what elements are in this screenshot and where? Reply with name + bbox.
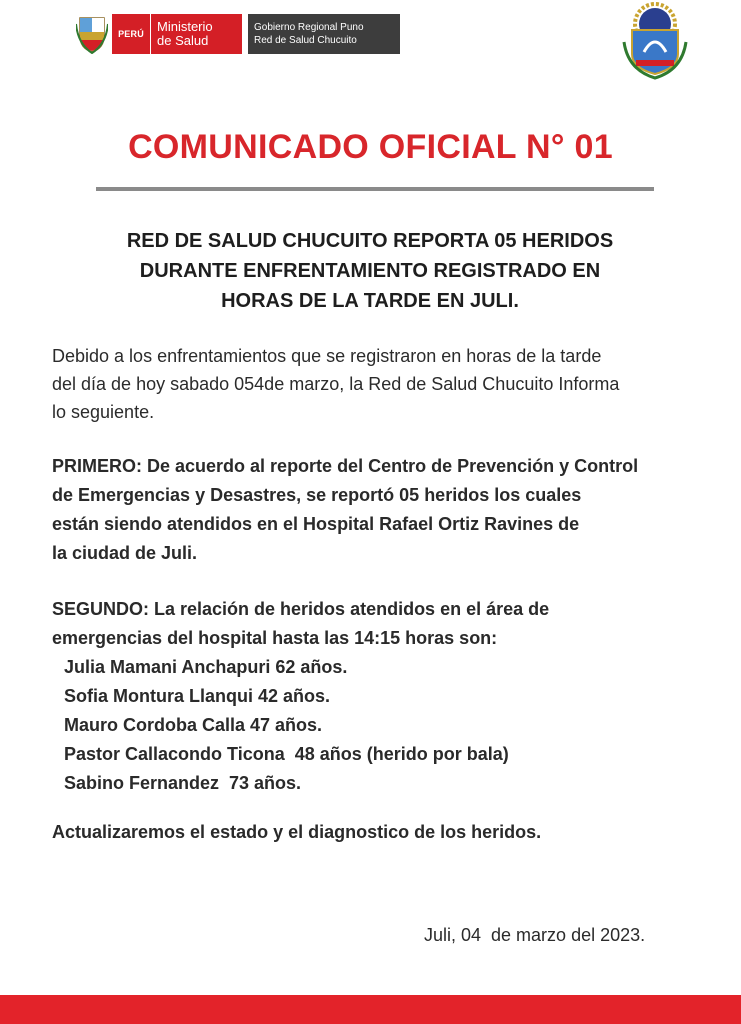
government-logo-block <box>112 14 400 54</box>
ministry-line-1: Ministerio <box>157 19 213 34</box>
segundo-line: SEGUNDO: La relación de heridos atendidos en el área de <box>52 599 550 619</box>
injured-person: Mauro Cordoba Calla 47 años. <box>64 715 323 735</box>
title-divider <box>96 187 654 191</box>
letterhead <box>0 0 741 80</box>
ministry-label <box>150 14 242 54</box>
injured-person: Sofia Montura Llanqui 42 años. <box>64 686 331 706</box>
headline-line: HORAS DE LA TARDE EN JULI. <box>221 290 519 312</box>
region-line-2: Red de Salud Chucuito <box>254 35 357 46</box>
headline-line: DURANTE ENFRENTAMIENTO REGISTRADO EN <box>139 260 601 282</box>
region-line-1: Gobierno Regional Puno <box>254 22 364 33</box>
injured-person: Pastor Callacondo Ticona 48 años (herido por bala) <box>64 744 509 764</box>
regional-crest-icon <box>622 2 688 80</box>
injured-list <box>64 653 704 798</box>
document-date: Juli, 04 de marzo del 2023. <box>424 925 646 945</box>
peru-coat-of-arms-icon <box>76 14 108 54</box>
primero-line: están siendo atendidos en el Hospital Rafael Ortiz Ravines de <box>52 514 580 534</box>
primero-line: la ciudad de Juli. <box>52 543 198 563</box>
segundo-paragraph <box>52 595 712 653</box>
peru-label: PERÚ <box>112 14 150 54</box>
headline-line: RED DE SALUD CHUCUITO REPORTA 05 HERIDOS <box>126 230 614 252</box>
document-title: COMUNICADO OFICIAL N° 01 <box>128 128 613 166</box>
intro-paragraph <box>52 342 712 426</box>
intro-line: Debido a los enfrentamientos que se registraron en horas de la tarde <box>52 346 602 366</box>
headline <box>70 226 670 316</box>
intro-line: lo seguiente. <box>52 402 155 422</box>
injured-person: Sabino Fernandez 73 años. <box>64 773 302 793</box>
primero-line: de Emergencias y Desastres, se reportó 05 heridos los cuales <box>52 485 582 505</box>
regional-government-label <box>248 14 400 54</box>
segundo-line: emergencias del hospital hasta las 14:15 horas son: <box>52 628 498 648</box>
primero-paragraph <box>52 452 712 568</box>
footer-bar <box>0 995 741 1024</box>
primero-line: PRIMERO: De acuerdo al reporte del Centro de Prevención y Control <box>52 456 639 476</box>
closing-statement: Actualizaremos el estado y el diagnostico de los heridos. <box>52 822 542 842</box>
injured-person: Julia Mamani Anchapuri 62 años. <box>64 657 348 677</box>
ministry-line-2: de Salud <box>157 33 209 48</box>
intro-line: del día de hoy sabado 054de marzo, la Red de Salud Chucuito Informa <box>52 374 620 394</box>
